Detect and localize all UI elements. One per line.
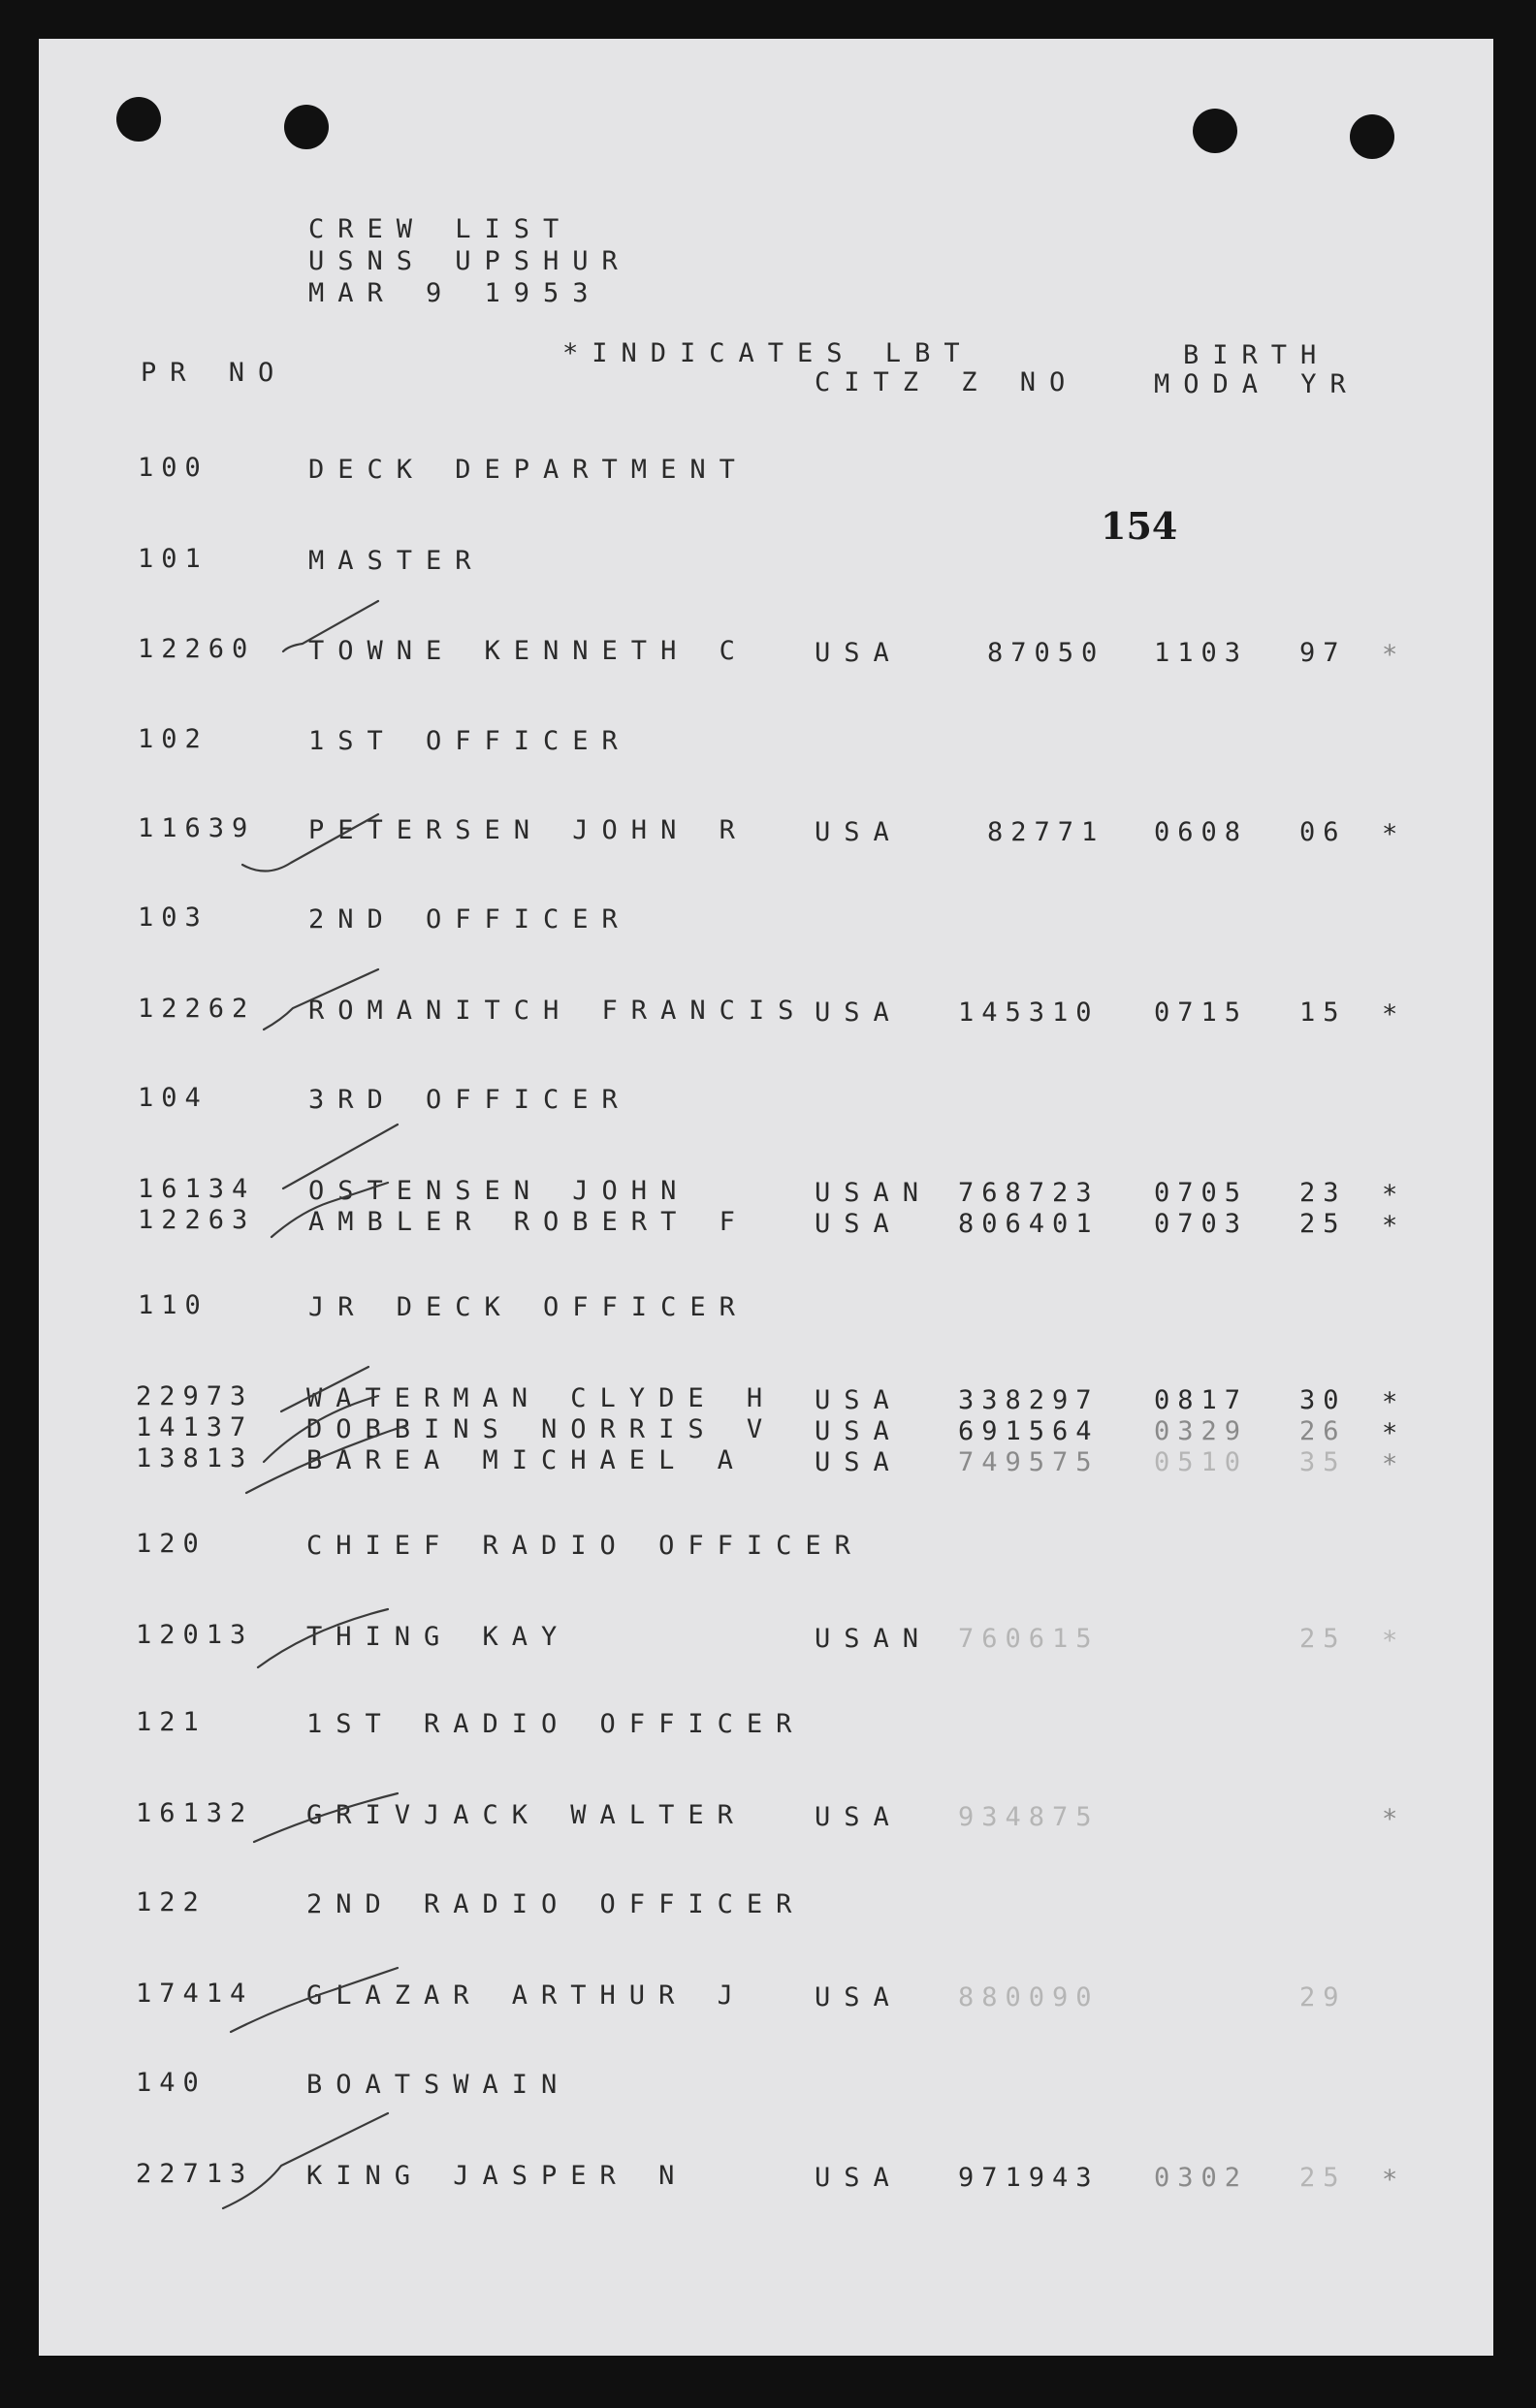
birth-year: 29 [1299, 1982, 1347, 2012]
birth-moda: 0329 [1154, 1416, 1249, 1446]
section-code: 120 [136, 1529, 207, 1559]
birth-year: 23 [1299, 1178, 1347, 1208]
z-number: 768723 [958, 1178, 1100, 1208]
crew-name: TOWNE KENNETH C [308, 636, 749, 666]
section-title: 3RD OFFICER [308, 1085, 631, 1115]
pr-number: 12260 [138, 634, 256, 664]
birth-moda: 0302 [1154, 2163, 1249, 2193]
check-mark [223, 2113, 388, 2208]
birth-year: 25 [1299, 1624, 1347, 1654]
lbt-marker: * [1382, 1449, 1406, 1479]
citizenship: USAN [815, 1178, 933, 1208]
z-number: 806401 [958, 1209, 1100, 1239]
section-code: 140 [136, 2068, 207, 2098]
crew-name: PETERSEN JOHN R [308, 815, 749, 845]
citizenship: USA [815, 1385, 903, 1415]
birth-year: 25 [1299, 2163, 1347, 2193]
section-code: 110 [138, 1290, 208, 1320]
crew-name: OSTENSEN JOHN [308, 1176, 690, 1206]
birth-year: 35 [1299, 1447, 1347, 1477]
birth-year: 25 [1299, 1209, 1347, 1239]
lbt-marker: * [1382, 999, 1406, 1030]
section-title: 1ST OFFICER [308, 726, 631, 756]
check-mark [258, 1609, 388, 1667]
z-number: 87050 [987, 638, 1105, 668]
section-title: 2ND RADIO OFFICER [306, 1889, 806, 1919]
title-line-2: USNS UPSHUR [308, 246, 631, 276]
section-title: MASTER [308, 546, 485, 576]
crew-name: DOBBINS NORRIS V [306, 1414, 777, 1444]
lbt-marker: * [1382, 819, 1406, 849]
indicates-legend: *INDICATES LBT [562, 338, 974, 368]
pr-number: 13813 [136, 1443, 254, 1473]
birth-year: 97 [1299, 638, 1347, 668]
birth-year: 06 [1299, 817, 1347, 847]
birth-header: BIRTH [1183, 340, 1330, 370]
birth-moda: 0510 [1154, 1447, 1249, 1477]
pr-number: 22713 [136, 2159, 254, 2189]
check-mark [272, 1183, 388, 1237]
citizenship: USA [815, 1802, 903, 1832]
section-code: 104 [138, 1083, 208, 1113]
pr-number: 16132 [136, 1798, 254, 1828]
z-number: 880090 [958, 1982, 1100, 2012]
pr-number: 12263 [138, 1205, 256, 1235]
z-number: 691564 [958, 1416, 1100, 1446]
check-mark [283, 601, 378, 651]
lbt-marker: * [1382, 640, 1406, 670]
crew-name: GLAZAR ARTHUR J [306, 1980, 747, 2011]
citizenship: USA [815, 998, 903, 1028]
z-number: 145310 [958, 998, 1100, 1028]
birth-moda: 0817 [1154, 1385, 1249, 1415]
title-line-1: CREW LIST [308, 214, 573, 244]
check-mark [281, 1367, 368, 1411]
lbt-marker: * [1382, 1418, 1406, 1448]
crew-name: KING JASPER N [306, 2161, 688, 2191]
check-mark [231, 1968, 398, 2032]
z-number: 82771 [987, 817, 1105, 847]
check-mark [254, 1793, 398, 1842]
citizenship: USA [815, 638, 903, 668]
page-number: 154 [1101, 504, 1178, 548]
section-title: 1ST RADIO OFFICER [306, 1709, 806, 1739]
z-number: 760615 [958, 1624, 1100, 1654]
crew-name: GRIVJACK WALTER [306, 1800, 747, 1830]
crew-name: THING KAY [306, 1622, 571, 1652]
z-number: 934875 [958, 1802, 1100, 1832]
pr-number: 12013 [136, 1620, 254, 1650]
title-line-3: MAR 9 1953 [308, 278, 602, 308]
birth-moda: 0715 [1154, 998, 1249, 1028]
check-mark [246, 1425, 407, 1493]
lbt-marker: * [1382, 1387, 1406, 1417]
citizenship: USA [815, 1416, 903, 1446]
birth-moda: 0608 [1154, 817, 1249, 847]
pr-number: 17414 [136, 1979, 254, 2009]
lbt-marker: * [1382, 2165, 1406, 2195]
section-code: 100 [138, 453, 208, 483]
lbt-marker: * [1382, 1211, 1406, 1241]
pr-number: 14137 [136, 1412, 254, 1442]
section-title: 2ND OFFICER [308, 904, 631, 935]
check-mark [242, 814, 378, 871]
check-mark [264, 1396, 378, 1462]
lbt-marker: * [1382, 1180, 1406, 1210]
z-number: 971943 [958, 2163, 1100, 2193]
crew-name: AMBLER ROBERT F [308, 1207, 749, 1237]
citizenship: USA [815, 2163, 903, 2193]
section-code: 103 [138, 903, 208, 933]
pr-number: 16134 [138, 1174, 256, 1204]
pr-number: 12262 [138, 994, 256, 1024]
birth-year: 15 [1299, 998, 1347, 1028]
section-code: 122 [136, 1887, 207, 1917]
moda-header: MODA YR [1154, 369, 1360, 399]
check-mark [283, 1125, 398, 1188]
citz-header: CITZ Z NO [815, 367, 1079, 397]
lbt-marker: * [1382, 1804, 1406, 1834]
pr-number: 11639 [138, 813, 256, 843]
crew-name: WATERMAN CLYDE H [306, 1383, 777, 1413]
birth-moda: 1103 [1154, 638, 1249, 668]
citizenship: USA [815, 1447, 903, 1477]
citizenship: USA [815, 1209, 903, 1239]
birth-year: 26 [1299, 1416, 1347, 1446]
section-title: DECK DEPARTMENT [308, 455, 749, 485]
document-page [39, 39, 1493, 2356]
handwritten-check-marks [39, 39, 1493, 2356]
section-title: BOATSWAIN [306, 2070, 571, 2100]
prno-header: PR NO [141, 358, 288, 388]
section-code: 121 [136, 1707, 207, 1737]
section-code: 101 [138, 544, 208, 574]
section-code: 102 [138, 724, 208, 754]
z-number: 338297 [958, 1385, 1100, 1415]
citizenship: USA [815, 817, 903, 847]
birth-year: 30 [1299, 1385, 1347, 1415]
birth-moda: 0703 [1154, 1209, 1249, 1239]
crew-name: BAREA MICHAEL A [306, 1445, 747, 1475]
citizenship: USAN [815, 1624, 933, 1654]
crew-name: ROMANITCH FRANCIS [308, 996, 808, 1026]
citizenship: USA [815, 1982, 903, 2012]
section-title: JR DECK OFFICER [308, 1292, 749, 1322]
check-mark [264, 969, 378, 1030]
birth-moda: 0705 [1154, 1178, 1249, 1208]
lbt-marker: * [1382, 1626, 1406, 1656]
pr-number: 22973 [136, 1381, 254, 1411]
z-number: 749575 [958, 1447, 1100, 1477]
section-title: CHIEF RADIO OFFICER [306, 1531, 864, 1561]
